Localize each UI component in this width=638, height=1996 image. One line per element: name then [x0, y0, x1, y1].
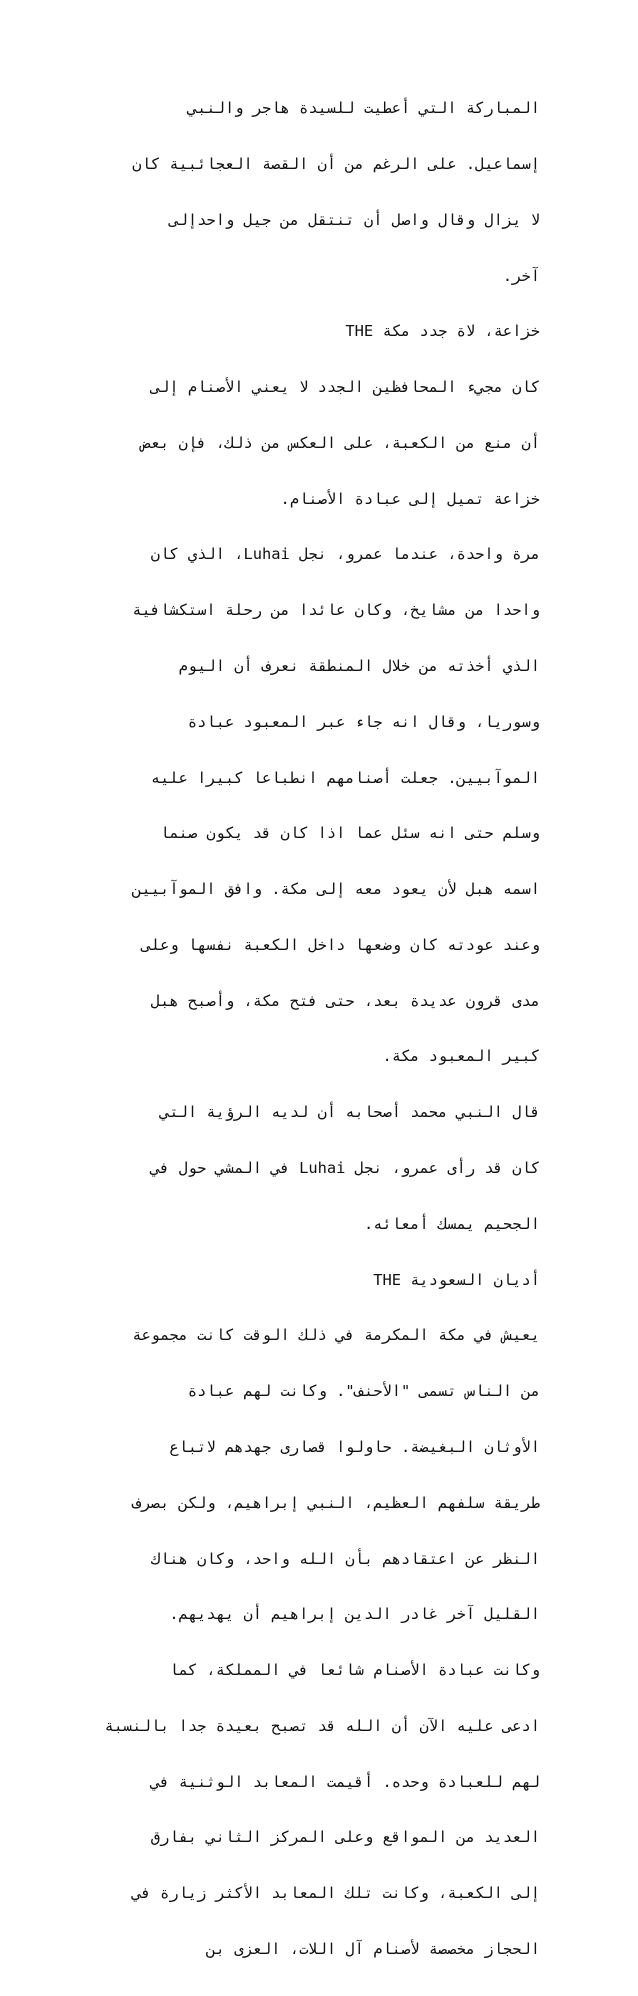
text-line: واحدا من مشايخ، وكان عائدا من رحلة استكشافية: [132, 601, 540, 620]
text-line: مدى قرون عديدة بعد، حتى فتح مكة، وأصبح هبل: [150, 991, 540, 1010]
section-heading: THE أديان السعودية: [373, 1270, 540, 1289]
text-line: آخر.: [502, 266, 540, 285]
text-line: وسوريا، وقال انه جاء عبر المعبود عبادة: [187, 712, 540, 731]
section-heading: THE خزاعة، لاة جدد مكة: [345, 322, 540, 341]
text-line: ادعى عليه الآن أن الله قد تصبح بعيدة جدا بالنسبة: [104, 1716, 540, 1735]
text-line: يعيش في مكة المكرمة في ذلك الوقت كانت مجموعة: [132, 1326, 540, 1345]
text-line: لهم للعبادة وحده. أقيمت المعابد الوثنية في: [150, 1772, 540, 1791]
text-line: أن منع من الكعبة، على العكس من ذلك، فإن بعض: [141, 433, 540, 452]
text-line: خزاعة تميل إلى عبادة الأصنام.: [280, 489, 540, 508]
text-line: الجحيم يمسك أمعائه.: [363, 1214, 540, 1233]
text-line: الحجاز مخصصة لأصنام آل اللات، العزى بن: [206, 1939, 540, 1958]
text-line: لا يزال وقال واصل أن تنتقل من جيل واحدإلى: [169, 210, 540, 229]
text-line: وعند عودته كان وضعها داخل الكعبة نفسها وعلى: [141, 935, 540, 954]
text-line: الموآبيين. جعلت أصنامهم انطباعا كبيرا عليه: [150, 768, 540, 787]
text-line: طريقة سلفهم العظيم، النبي إبراهيم، ولكن بصرف: [132, 1493, 540, 1512]
text-line: كان مجيء المحافظين الجدد لا يعني الأصنام إلى: [150, 378, 540, 397]
text-line: قال النبي محمد أصحابه أن لديه الرؤية التي: [160, 1103, 540, 1122]
text-line: القليل آخر غادر الدين إبراهيم أن يهديهم.: [169, 1605, 540, 1624]
text-line: إسماعيل. على الرغم من أن القصة العجائبية كان: [132, 154, 540, 173]
document-body-text: [100, 62, 540, 1996]
text-line: الأوثان البغيضة. حاولوا قصارى جهدهم لاتباع: [169, 1437, 540, 1456]
text-line: من الناس تسمى "الأحنف". وكانت لهم عبادة: [187, 1382, 540, 1401]
text-line: المباركة التي أعطيت للسيدة هاجر والنبي: [187, 99, 540, 118]
text-line: وكانت عبادة الأصنام شائعا في المملكة، كما: [169, 1661, 540, 1680]
text-line: كبير المعبود مكة.: [382, 1047, 540, 1066]
text-line: مرة واحدة، عندما عمرو، نجل Luhai، الذي كان: [150, 545, 540, 564]
text-line: العديد من المواقع وعلى المركز الثاني بفارق: [150, 1828, 540, 1847]
text-line: إلى الكعبة، وكانت تلك المعابد الأكثر زيارة في: [132, 1884, 540, 1903]
text-line: النظر عن اعتقادهم بأن الله واحد، وكان هناك: [150, 1549, 540, 1568]
text-line: الذي أخذته من خلال المنطقة نعرف أن اليوم: [178, 657, 540, 675]
text-line: كان قد رأى عمرو، نجل Luhai في المشي حول في: [150, 1159, 540, 1178]
text-line: وسلم حتى انه سئل عما اذا كان قد يكون صنما: [160, 824, 540, 843]
text-line: اسمه هبل لأن يعود معه إلى مكة. وافق الموآبيين: [132, 880, 540, 899]
